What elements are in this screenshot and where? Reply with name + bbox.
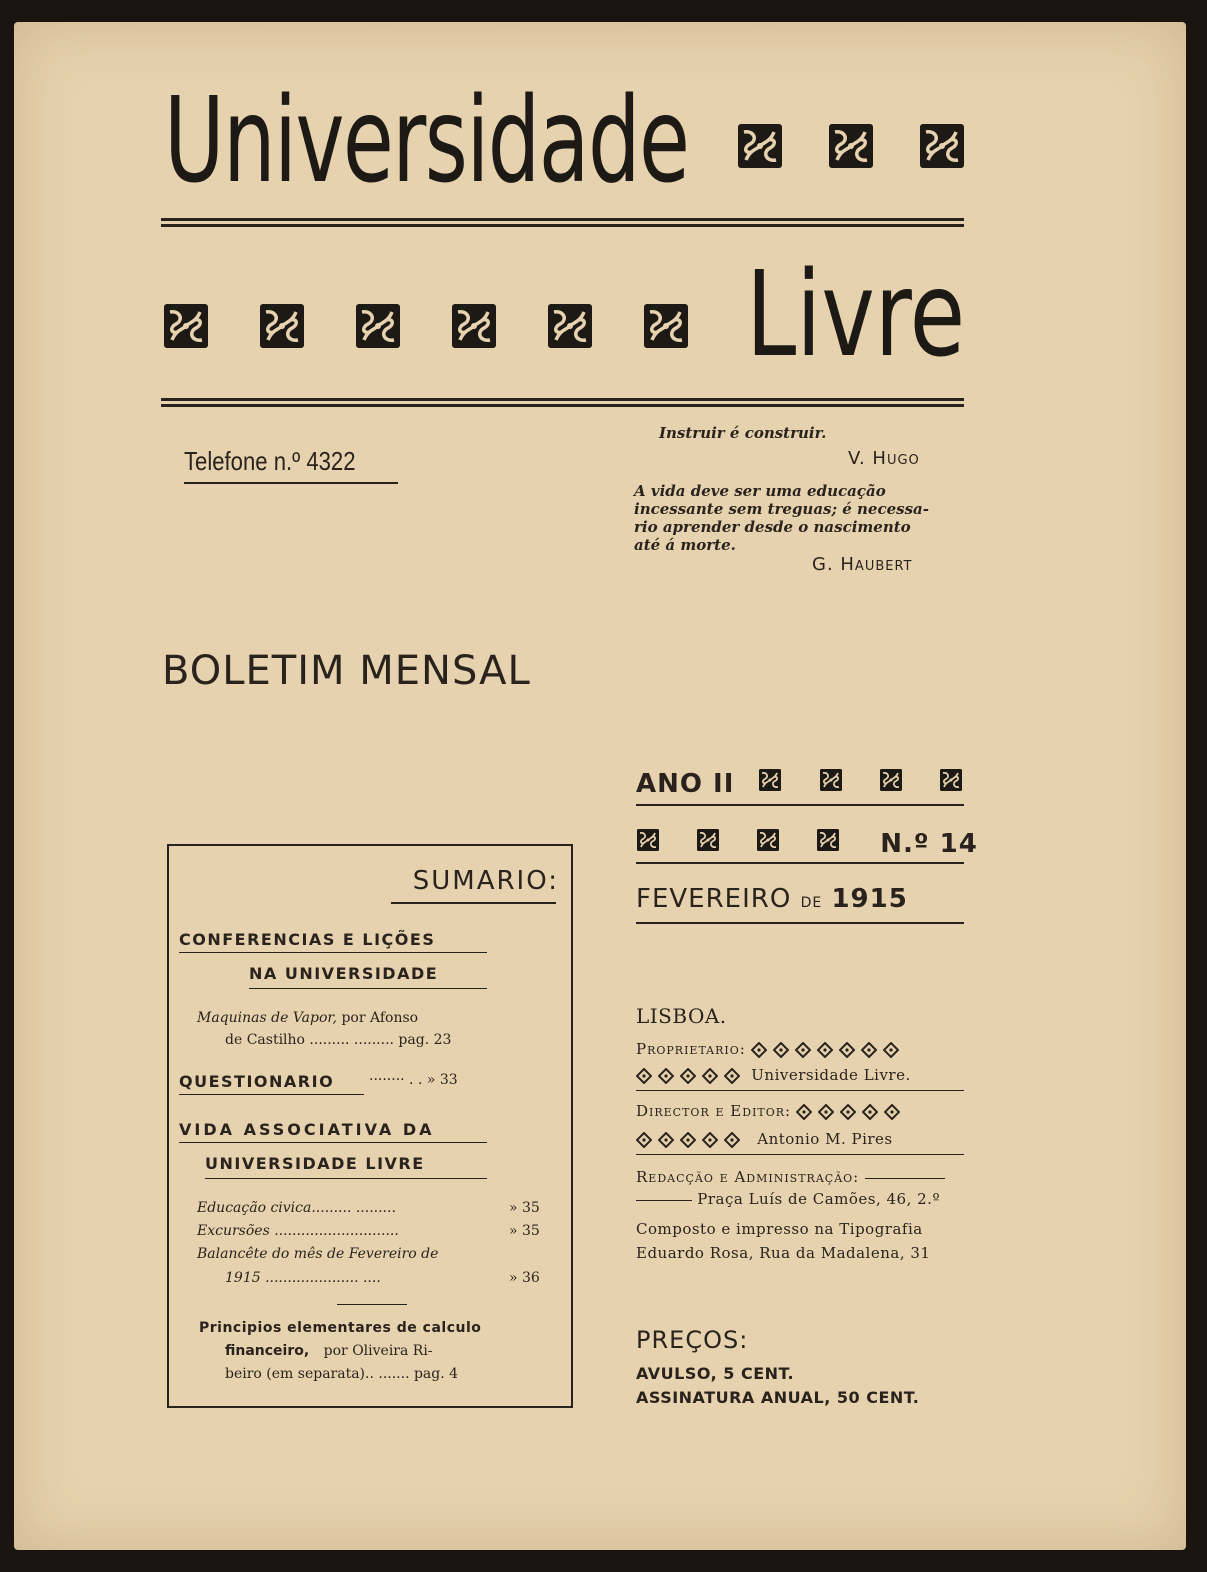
telephone-underline: [184, 482, 398, 484]
divider: [249, 988, 487, 989]
date-line: [636, 884, 908, 914]
imprint-printer: Eduardo Rosa, Rua da Madalena, 31: [636, 1244, 931, 1262]
diamond-ornament-icon: [861, 1042, 877, 1058]
date-year: 1915: [831, 884, 908, 914]
diamond-ornament-icon: [702, 1068, 718, 1084]
divider: [636, 862, 964, 864]
diamond-ornament-icon: [818, 1104, 834, 1120]
floral-ornament-icon: [354, 302, 402, 350]
diamond-ornament-icon: [636, 1068, 652, 1084]
divider: [636, 922, 964, 924]
summary-entry: Balancête do mês de Fevereiro de: [197, 1246, 439, 1262]
floral-ornament-icon: [450, 302, 498, 350]
floral-ornament-icon: [879, 768, 903, 792]
double-rule: [161, 398, 964, 401]
imprint-owner: Universidade Livre.: [636, 1066, 911, 1084]
diamond-ornament-icon: [796, 1104, 812, 1120]
diamond-ornament-icon: [751, 1042, 767, 1058]
epigraph-quote: A vida deve ser uma educação incessante sem treguas; é necessa- rio aprender desde o nascimento até á morte.: [634, 482, 929, 554]
ornament-row-middle: [162, 302, 690, 354]
diamond-ornament-icon: [795, 1042, 811, 1058]
imprint-owner-line: Proprietario:: [636, 1040, 905, 1058]
supplement-entry: Principios elementares de calculo: [199, 1320, 482, 1336]
diamond-ornament-icon: [702, 1132, 718, 1148]
divider: [179, 1142, 487, 1143]
summary-entry-page: » 35: [509, 1223, 540, 1239]
diamond-ornament-icon: [773, 1042, 789, 1058]
summary-entry: Maquinas de Vapor, por Afonso: [197, 1010, 419, 1026]
prices-label: PREÇOS:: [636, 1326, 749, 1354]
imprint-city: LISBOA.: [636, 1004, 727, 1028]
imprint-director-line: Director e Editor:: [636, 1102, 906, 1120]
questionario-page: ········ . . » 33: [369, 1072, 458, 1088]
floral-ornament-icon: [819, 768, 843, 792]
divider: [337, 1304, 407, 1305]
floral-ornament-icon: [736, 122, 784, 170]
floral-ornament-icon: [756, 828, 780, 852]
floral-ornament-icon: [758, 768, 782, 792]
diamond-ornament-icon: [839, 1042, 855, 1058]
imprint-admin-line: Redacção e Administração:: [636, 1168, 945, 1186]
questionario-heading: QUESTIONARIO: [179, 1072, 335, 1091]
summary-title: SUMARIO:: [412, 866, 559, 896]
telephone: Telefone n.º 4322: [184, 446, 356, 476]
diamond-ornament-icon: [883, 1042, 899, 1058]
masthead-title-line2: Livre: [746, 245, 966, 383]
floral-ornament-icon: [636, 828, 660, 852]
divider: [179, 1094, 364, 1095]
diamond-ornament-icon: [862, 1104, 878, 1120]
date-word: DE: [800, 895, 823, 911]
page: [14, 22, 1186, 1550]
epigraph-quote: Instruir é construir.: [659, 424, 827, 442]
summary-entry: Educação civica......... .........: [197, 1200, 396, 1216]
diamond-ornament-icon: [817, 1042, 833, 1058]
summary-box: [167, 844, 573, 1408]
imprint-address: Praça Luís de Camões, 46, 2.º: [636, 1190, 940, 1208]
summary-entry-page: » 35: [509, 1200, 540, 1216]
floral-ornament-icon: [162, 302, 210, 350]
floral-ornament-icon: [827, 122, 875, 170]
epigraph-author: G. Haubert: [812, 554, 913, 575]
divider: [205, 1178, 487, 1179]
double-rule: [161, 218, 964, 221]
diamond-ornament-icon: [724, 1068, 740, 1084]
date-month: FEVEREIRO: [636, 884, 792, 914]
summary-entry: Excursões ............................: [197, 1223, 399, 1239]
diamond-ornament-icon: [680, 1068, 696, 1084]
price-annual: ASSINATURA ANUAL, 50 CENT.: [636, 1388, 920, 1407]
floral-ornament-icon: [258, 302, 306, 350]
divider: [636, 804, 964, 806]
summary-entry: de Castilho ......... ......... pag. 23: [225, 1032, 452, 1048]
divider: [636, 1090, 964, 1091]
diamond-ornament-icon: [636, 1132, 652, 1148]
diamond-ornament-icon: [840, 1104, 856, 1120]
floral-ornament-icon: [642, 302, 690, 350]
diamond-ornament-icon: [724, 1132, 740, 1148]
floral-ornament-icon: [816, 828, 840, 852]
supplement-entry: financeiro, por Oliveira Ri-: [225, 1343, 433, 1359]
bulletin-label: BOLETIM MENSAL: [162, 648, 531, 694]
price-single: AVULSO, 5 CENT.: [636, 1364, 795, 1383]
imprint-printer: Composto e impresso na Tipografia: [636, 1220, 923, 1238]
divider: [636, 1154, 964, 1155]
supplement-entry: beiro (em separata).. ....... pag. 4: [225, 1366, 459, 1382]
section-heading: CONFERENCIAS E LIÇÕES: [179, 930, 436, 949]
year-line: [636, 768, 963, 799]
section-heading: VIDA ASSOCIATIVA DA: [179, 1120, 435, 1139]
imprint-director: Antonio M. Pires: [636, 1130, 893, 1148]
issue-number: N.º 14: [880, 829, 978, 859]
masthead-title-line1: Universidade: [164, 71, 689, 209]
diamond-ornament-icon: [884, 1104, 900, 1120]
summary-entry: 1915 ..................... ....: [225, 1270, 381, 1286]
floral-ornament-icon: [696, 828, 720, 852]
epigraph-author: V. Hugo: [848, 448, 920, 469]
divider: [391, 902, 556, 904]
divider: [179, 952, 487, 953]
ornament-row-top: [736, 122, 966, 174]
number-line: [636, 828, 978, 859]
floral-ornament-icon: [939, 768, 963, 792]
section-heading: UNIVERSIDADE LIVRE: [205, 1154, 425, 1173]
floral-ornament-icon: [918, 122, 966, 170]
diamond-ornament-icon: [658, 1068, 674, 1084]
diamond-ornament-icon: [658, 1132, 674, 1148]
year: ANO II: [636, 769, 735, 799]
diamond-ornament-icon: [680, 1132, 696, 1148]
section-heading: NA UNIVERSIDADE: [249, 964, 439, 983]
summary-entry-page: » 36: [509, 1270, 540, 1286]
floral-ornament-icon: [546, 302, 594, 350]
